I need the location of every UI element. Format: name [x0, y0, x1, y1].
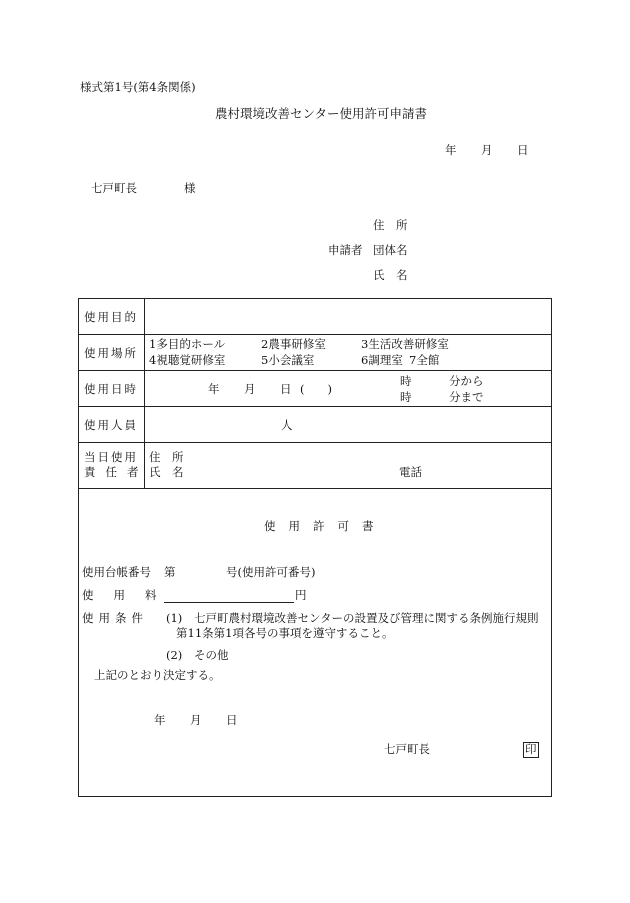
form-number: 様式第1号(第4条関係) — [80, 80, 196, 94]
condition-1-line-2: 第11条第1項各号の事項を遵守すること。 — [176, 626, 394, 640]
label-column-divider — [144, 299, 145, 488]
row-divider — [79, 488, 551, 489]
people-unit: 人 — [281, 418, 293, 432]
row-divider — [79, 334, 551, 335]
applicant-group-label: 団体名 — [373, 243, 408, 257]
place-label: 使用場所 — [84, 346, 138, 360]
application-form-table — [78, 298, 552, 797]
use-date-month: 月 — [244, 382, 256, 396]
datetime-label: 使用日時 — [84, 382, 138, 396]
start-hour-label: 時 — [400, 374, 412, 388]
row-divider — [79, 442, 551, 443]
use-date-day: 日 — [280, 382, 292, 396]
applicant-name-label: 氏 名 — [373, 268, 408, 282]
phone-label: 電話 — [399, 465, 422, 479]
date-month-label: 月 — [481, 143, 493, 157]
row-divider — [79, 406, 551, 407]
responsible-label-1: 当日使用 — [84, 450, 138, 464]
people-label: 使用人員 — [84, 418, 138, 432]
start-minute-label: 分から — [449, 374, 484, 388]
fee-label: 使用料 — [82, 588, 177, 602]
addressee-name: 七戸町長 — [91, 181, 137, 195]
decision-date-month: 月 — [190, 713, 202, 727]
fee-unit: 円 — [295, 588, 307, 602]
date-year-label: 年 — [445, 143, 457, 157]
permit-title: 使用許可書 — [264, 519, 387, 533]
room-option: 6調理室 — [361, 353, 403, 367]
decision-date-day: 日 — [226, 713, 238, 727]
document-title: 農村環境改善センター使用許可申請書 — [215, 106, 428, 121]
room-option: 5小会議室 — [261, 353, 315, 367]
seal-mark: 印 — [525, 742, 537, 756]
addressee-honorific: 様 — [184, 181, 196, 195]
row-divider — [79, 370, 551, 371]
responsible-label-2: 責任者 — [84, 465, 149, 479]
room-option: 1多目的ホール — [149, 337, 226, 351]
condition-2-number: (2) — [166, 648, 183, 662]
room-option: 7全館 — [409, 353, 440, 367]
condition-2-text: その他 — [194, 648, 229, 662]
decision-date-year: 年 — [154, 713, 166, 727]
use-date-year: 年 — [208, 382, 220, 396]
ledger-dai: 第 — [164, 565, 176, 579]
ledger-go: 号(使用許可番号) — [226, 565, 316, 579]
fee-underline — [164, 602, 294, 603]
purpose-label: 使用目的 — [84, 310, 138, 324]
use-weekday: ( ) — [300, 382, 332, 396]
date-day-label: 日 — [517, 143, 529, 157]
room-option: 3生活改善研修室 — [361, 337, 449, 351]
responsible-address-label: 住 所 — [149, 450, 184, 464]
condition-1-line-1: 七戸町農村環境改善センターの設置及び管理に関する条例施行規則 — [194, 611, 539, 625]
end-minute-label: 分まで — [449, 390, 484, 404]
signer-title: 七戸町長 — [384, 742, 430, 756]
decision-text: 上記のとおり決定する。 — [94, 668, 221, 682]
end-hour-label: 時 — [400, 390, 412, 404]
applicant-address-label: 住 所 — [373, 218, 408, 232]
responsible-name-label: 氏 名 — [149, 465, 184, 479]
condition-1-number: (1) — [166, 611, 183, 625]
room-option: 2農事研修室 — [261, 337, 326, 351]
conditions-label: 使用条件 — [82, 611, 148, 625]
ledger-number-label: 使用台帳番号 — [82, 565, 151, 579]
room-option: 4視聴覚研修室 — [149, 353, 226, 367]
applicant-label: 申請者 — [328, 243, 363, 257]
